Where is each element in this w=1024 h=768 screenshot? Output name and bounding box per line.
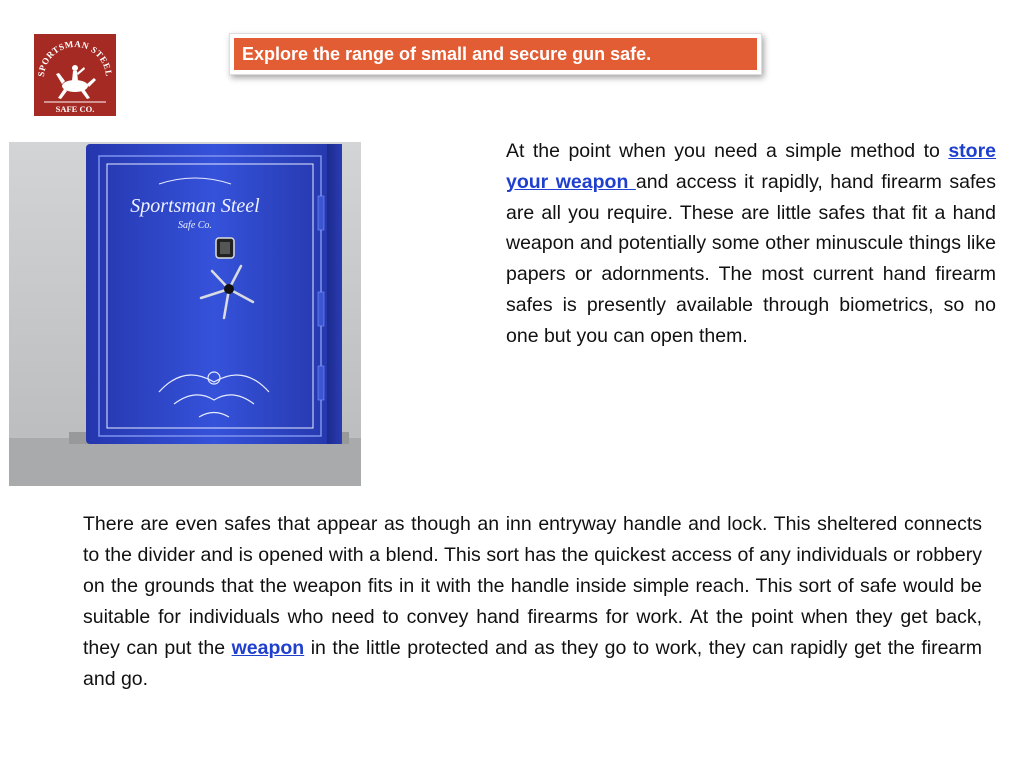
intro-text-end: and access it rapidly, hand firearm safes are all you require. These are little safes that fit a hand weapon and potentially some other minuscule things like papers or adornments. The most current hand firearm safes is presently available through biometrics, so no one but you can open them.	[506, 170, 996, 347]
intro-paragraph	[506, 136, 996, 352]
detail-text-start: There are even safes that appear as though an inn entryway handle and lock. This sheltered connects to the divider and is opened with a blend. This sort has the quickest access of any individuals or robbery on the grounds that the weapon fits in it with the handle inside simple reach. This sort of safe would be suitable for individuals who need to convey hand firearms for work. At the point when they get back, they can put the	[83, 513, 982, 659]
store-your-weapon-link[interactable]: store your weapon	[506, 140, 996, 193]
logo-subtext: SAFE CO.	[55, 104, 95, 114]
weapon-link[interactable]: weapon	[231, 637, 305, 659]
page-title: Explore the range of small and secure gun safe.	[234, 38, 757, 70]
title-box	[229, 33, 762, 75]
logo-arc-text: SPORTSMAN STEEL	[35, 38, 115, 78]
logo-graphic	[34, 34, 116, 116]
gun-safe-photo	[9, 142, 361, 486]
intro-text-start: At the point when you need a simple method to	[506, 140, 949, 162]
safe-brand-text: Sportsman Steel	[130, 195, 260, 217]
company-logo	[34, 34, 116, 116]
detail-text-end: in the little protected and as they go to work, they can rapidly get the firearm and go.	[83, 637, 982, 690]
safe-brand-subtext: Safe Co.	[178, 220, 212, 231]
detail-paragraph	[83, 509, 982, 695]
